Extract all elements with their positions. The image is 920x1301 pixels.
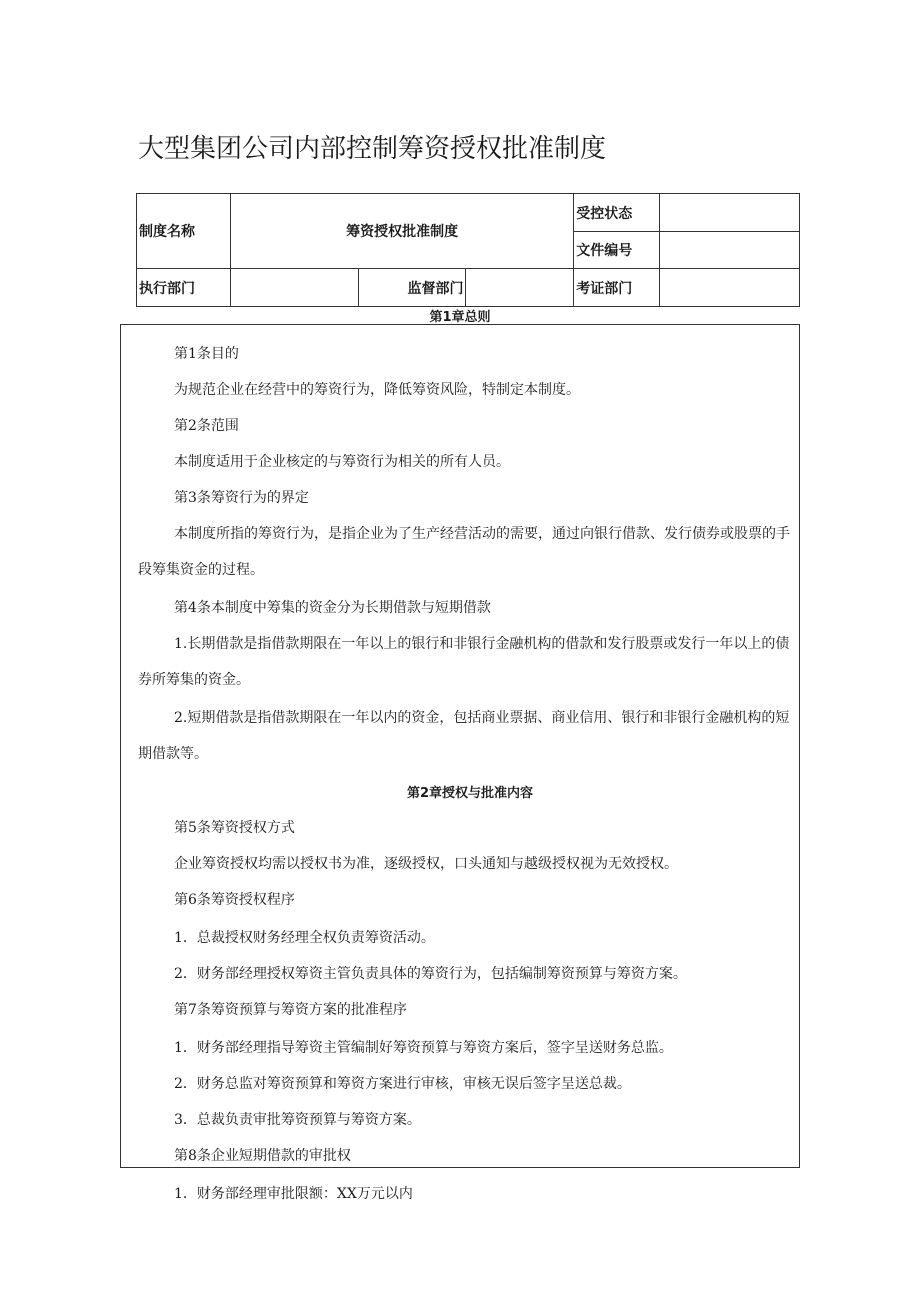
article-3-heading: 第3条筹资行为的界定 — [174, 490, 309, 506]
article-2-text: 本制度适用于企业核定的与筹资行为相关的所有人员。 — [174, 454, 510, 470]
article-2-heading: 第2条范围 — [174, 418, 239, 434]
chapter-2-heading: 第2章授权与批准内容 — [406, 786, 534, 801]
article-6-heading: 第6条筹资授权程序 — [174, 892, 295, 908]
article-1-text: 为规范企业在经营中的筹资行为，降低筹资风险，特制定本制度。 — [174, 382, 580, 398]
value-file-number — [660, 232, 800, 269]
value-exec-dept — [230, 269, 358, 307]
article-1-heading: 第1条目的 — [174, 346, 239, 362]
article-4-heading: 第4条本制度中筹集的资金分为长期借款与短期借款 — [174, 600, 491, 616]
label-policy-name: 制度名称 — [137, 194, 231, 269]
article-7-item-3: 3．总裁负责审批筹资预算与筹资方案。 — [174, 1112, 421, 1128]
label-supervise-dept: 监督部门 — [358, 269, 466, 307]
article-7-item-2: 2．财务总监对筹资预算和筹资方案进行审核，审核无误后签字呈送总裁。 — [174, 1076, 631, 1092]
article-6-item-1: 1．总裁授权财务经理全权负责筹资活动。 — [174, 930, 435, 946]
article-3-text: 本制度所指的筹资行为，是指企业为了生产经营活动的需要，通过向银行借款、发行债券或股票的手段筹集资金的过程。 — [138, 526, 790, 578]
article-6-item-2: 2．财务部经理授权筹资主管负责具体的筹资行为，包括编制筹资预算与筹资方案。 — [174, 966, 687, 982]
chapter-1-heading: 第1章总则 — [429, 310, 491, 325]
label-exec-dept: 执行部门 — [137, 269, 231, 307]
label-verify-dept: 考证部门 — [574, 269, 660, 307]
value-control-status — [660, 194, 800, 232]
document-info-table — [136, 193, 800, 307]
article-7-heading: 第7条筹资预算与筹资方案的批准程序 — [174, 1002, 407, 1018]
label-control-status: 受控状态 — [574, 194, 660, 232]
article-7-item-1: 1．财务部经理指导筹资主管编制好筹资预算与筹资方案后，签字呈送财务总监。 — [174, 1040, 673, 1056]
label-file-number: 文件编号 — [574, 232, 660, 269]
value-verify-dept — [660, 269, 800, 307]
value-policy-name: 筹资授权批准制度 — [230, 194, 573, 269]
article-5-text: 企业筹资授权均需以授权书为准，逐级授权，口头通知与越级授权视为无效授权。 — [174, 856, 678, 872]
article-4-item-1: 1.长期借款是指借款期限在一年以上的银行和非银行金融机构的借款和发行股票或发行一年以上的债券所筹集的资金。 — [138, 636, 790, 688]
value-supervise-dept — [466, 269, 574, 307]
document-title: 大型集团公司内部控制筹资授权批准制度 — [138, 134, 607, 164]
article-8-heading: 第8条企业短期借款的审批权 — [174, 1148, 351, 1164]
article-5-heading: 第5条筹资授权方式 — [174, 820, 295, 836]
article-8-item-1: 1．财务部经理审批限额：XX万元以内 — [174, 1186, 413, 1202]
article-4-item-2: 2.短期借款是指借款期限在一年以内的资金，包括商业票据、商业信用、银行和非银行金融机构的短期借款等。 — [138, 710, 790, 762]
